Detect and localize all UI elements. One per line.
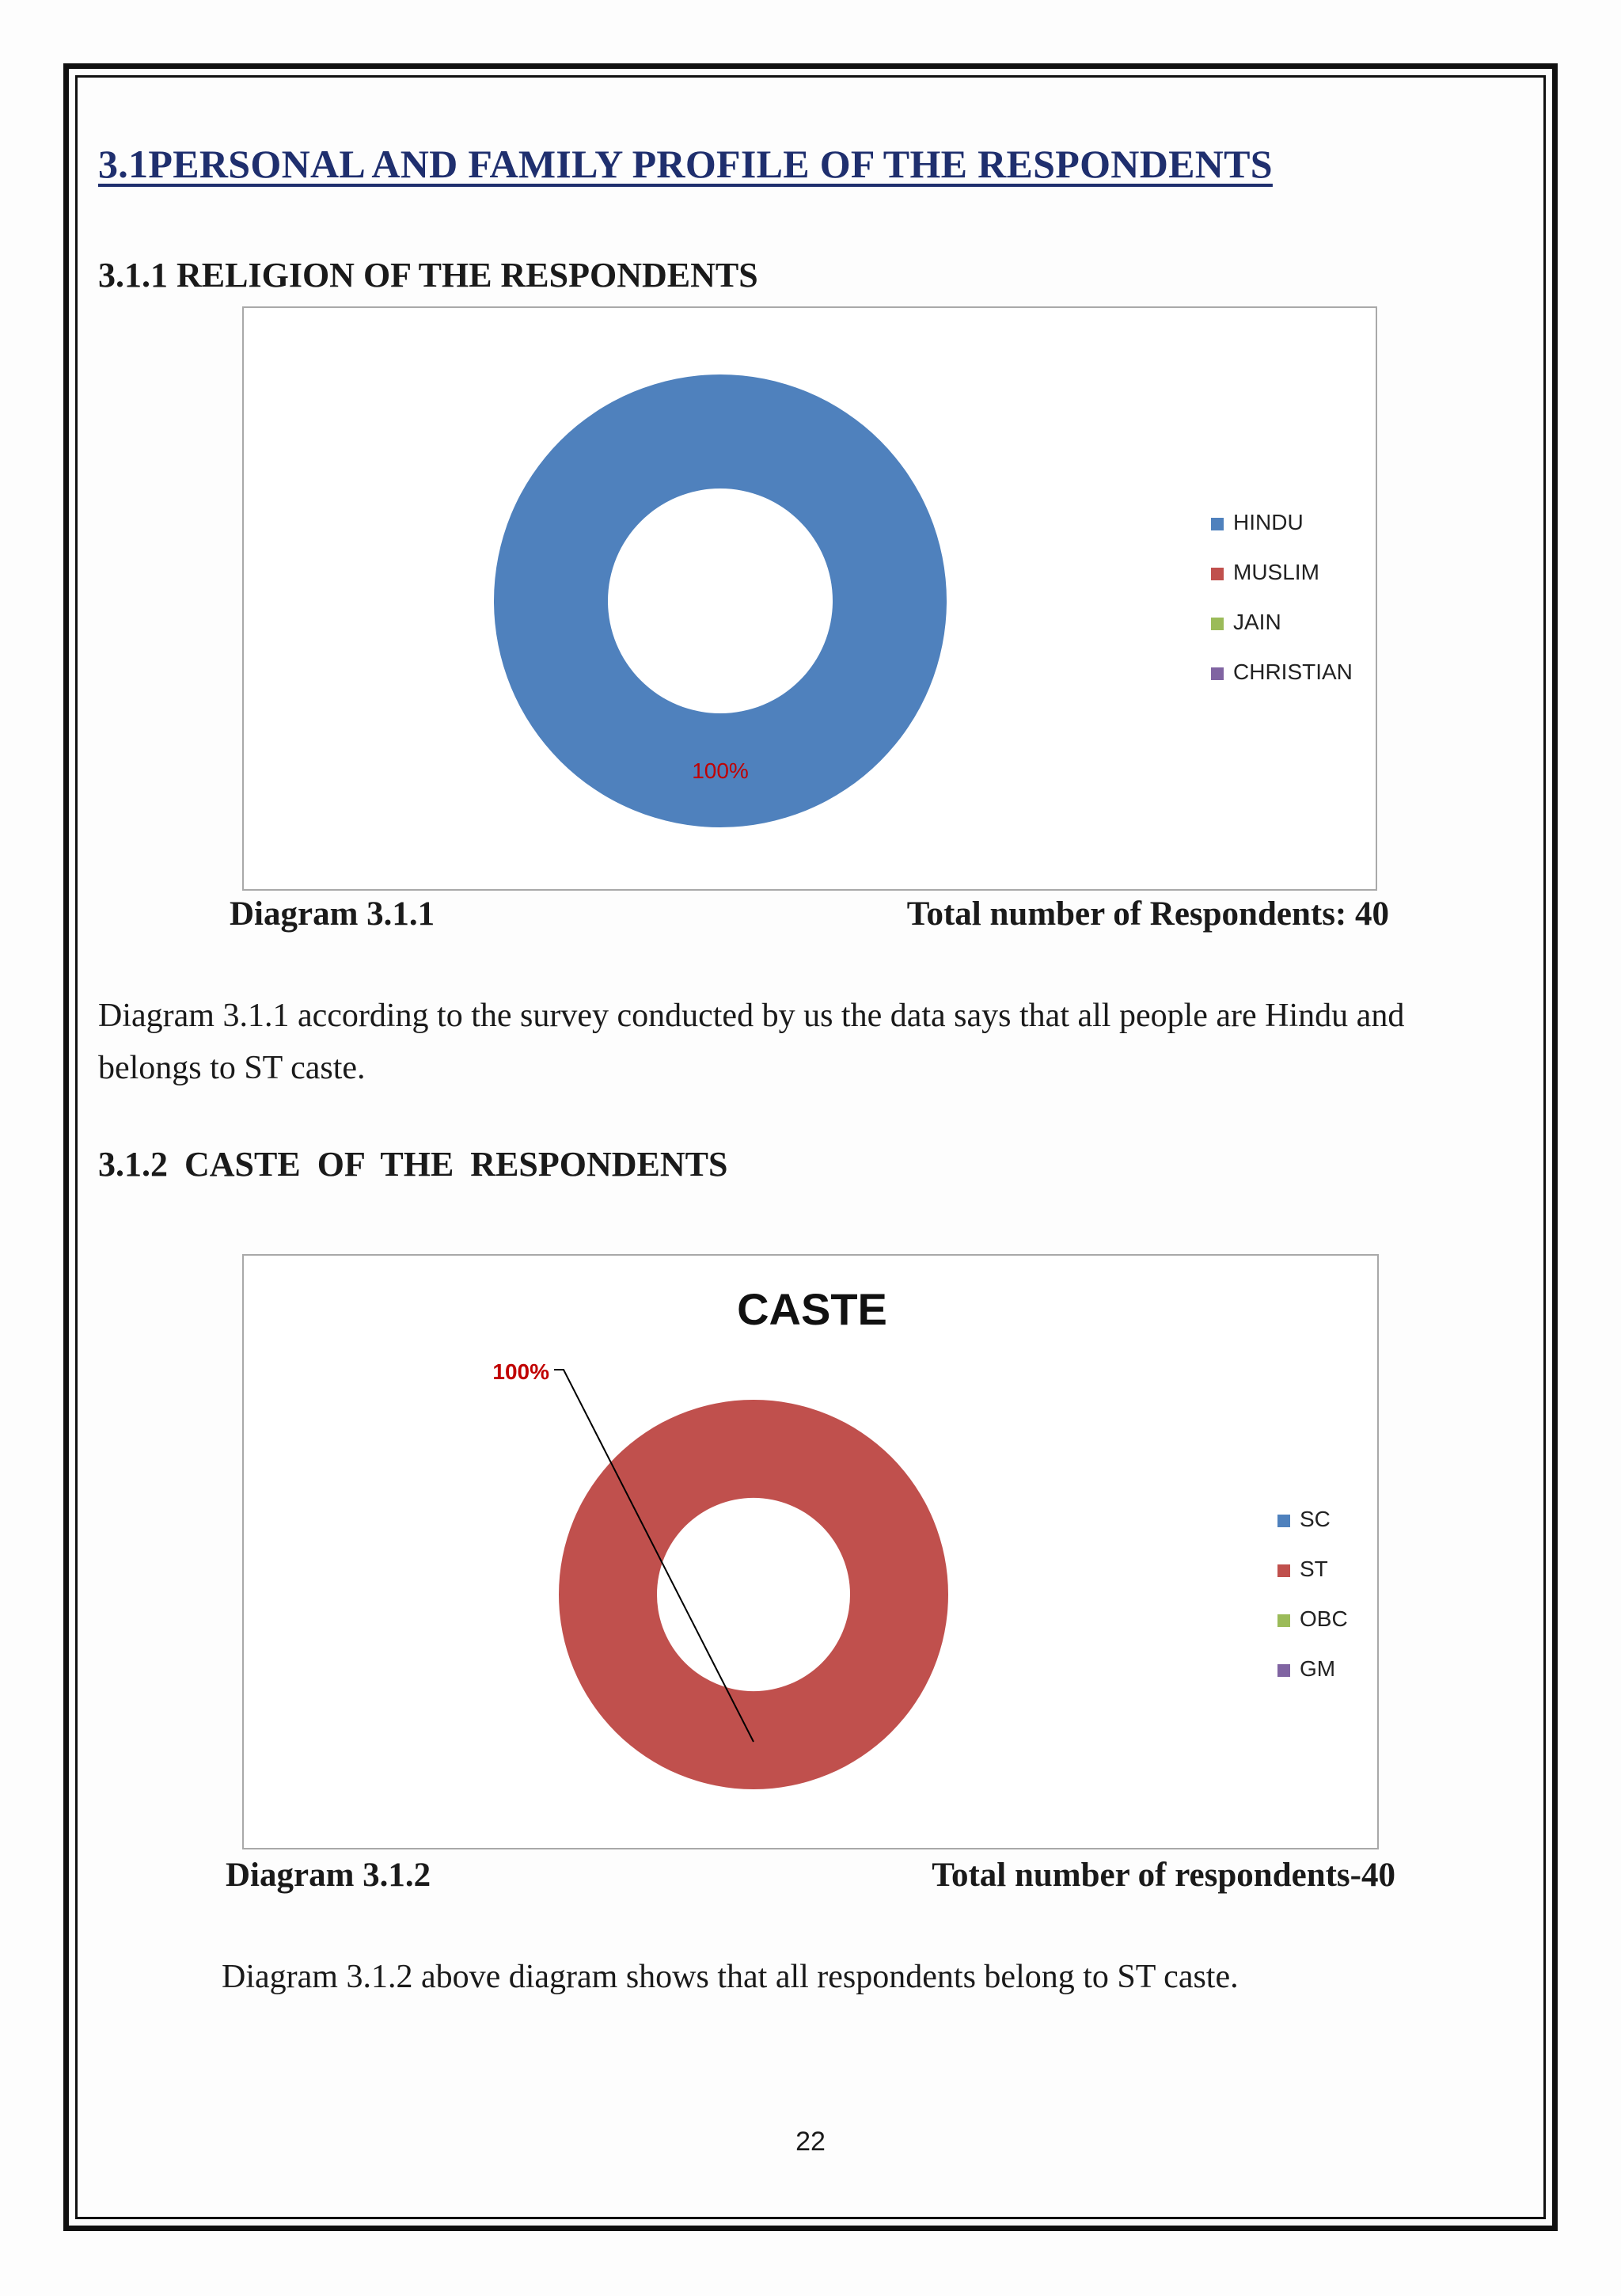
legend-swatch-obc <box>1277 1614 1290 1627</box>
diagram-caption-right: Total number of Respondents: 40 <box>906 895 1389 933</box>
main-heading: 3.1PERSONAL AND FAMILY PROFILE OF THE RESPONDENTS <box>98 142 1273 186</box>
legend-label-muslim: MUSLIM <box>1233 560 1319 584</box>
legend-label-obc: OBC <box>1300 1606 1348 1631</box>
legend-swatch-gm <box>1277 1664 1290 1677</box>
legend-label-sc: SC <box>1300 1507 1331 1531</box>
data-label: 100% <box>492 1359 549 1384</box>
doughnut-slice-st <box>559 1400 948 1789</box>
caste-paragraph: Diagram 3.1.2 above diagram shows that all respondents belong to ST caste. <box>222 1959 1239 1995</box>
diagram-caption-left: Diagram 3.1.1 <box>230 895 435 933</box>
data-label: 100% <box>692 758 749 783</box>
legend-swatch-muslim <box>1211 568 1224 580</box>
legend-swatch-jain <box>1211 618 1224 630</box>
legend-label-jain: JAIN <box>1233 610 1281 634</box>
section-heading-religion: 3.1.1 RELIGION OF THE RESPONDENTS <box>98 256 758 295</box>
diagram-caption-left-2: Diagram 3.1.2 <box>226 1857 431 1894</box>
religion-paragraph: Diagram 3.1.1 according to the survey conducted by us the data says that all people are Hindu and belongs to ST caste. <box>98 998 1405 1086</box>
legend-label-st: ST <box>1300 1557 1328 1581</box>
religion-chart <box>242 306 1377 891</box>
page-number: 22 <box>795 2127 826 2157</box>
diagram-caption-right-2: Total number of respondents-40 <box>932 1857 1395 1894</box>
legend-swatch-st <box>1277 1564 1290 1577</box>
chart-title: CASTE <box>737 1284 887 1334</box>
legend-swatch-christian <box>1211 667 1224 680</box>
section-heading-caste: 3.1.2 CASTE OF THE RESPONDENTS <box>98 1145 728 1184</box>
legend-label-gm: GM <box>1300 1656 1336 1681</box>
legend-swatch-hindu <box>1211 518 1224 530</box>
legend-label-hindu: HINDU <box>1233 510 1304 534</box>
caste-chart <box>242 1254 1379 1849</box>
caste-doughnut-chart <box>244 1256 1380 1851</box>
legend-label-christian: CHRISTIAN <box>1233 660 1353 684</box>
legend-swatch-sc <box>1277 1515 1290 1527</box>
religion-doughnut-chart <box>244 308 1379 892</box>
